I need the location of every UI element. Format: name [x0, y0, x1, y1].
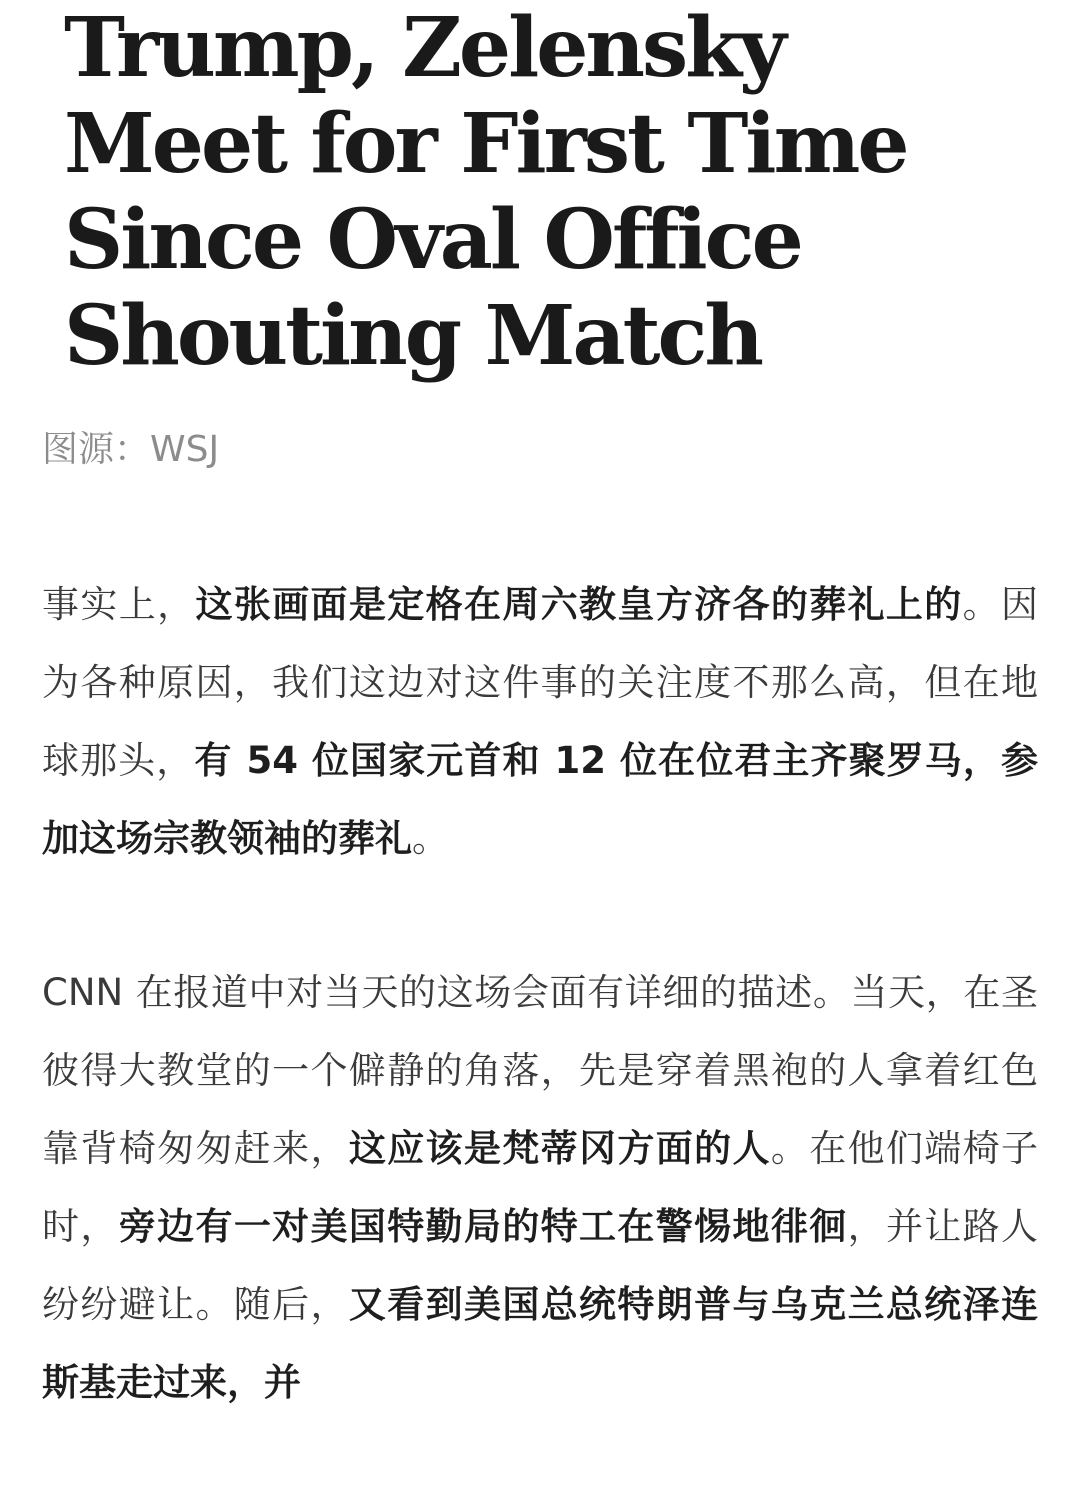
image-source-caption: 图源：WSJ — [42, 429, 220, 470]
bold-segment: 这应该是梵蒂冈方面的人 — [348, 1127, 771, 1170]
text-segment: 事实上， — [42, 583, 196, 626]
text-segment: CNN 在报道中对当天的这场会面有详细的描述。当天，在圣彼得大教堂的一个僻静的角落，先是穿着黑袍的人拿着红色靠背椅匆匆赶来， — [42, 971, 1038, 1170]
bold-segment: 旁边有一对美国特勤局的特工在警惕地徘徊 — [118, 1205, 848, 1248]
text-segment: 。因为各种原因，我们这边对这件事的关注度不那么高，但在地球那头， — [42, 583, 1039, 782]
headline-title: Trump, Zelensky Meet for First Time Since Oval Office Shouting Match — [64, 0, 907, 384]
bold-segment: 这张画面是定格在周六教皇方济各的葬礼上的 — [195, 583, 963, 626]
text-segment: ，并让路人纷纷避让。随后， — [42, 1205, 1039, 1326]
paragraph-1 — [42, 566, 1038, 878]
bold-segment: 又看到美国总统特朗普与乌克兰总统泽连斯基走过来，并 — [42, 1283, 1039, 1404]
article-body — [42, 566, 1038, 1498]
text-segment: 。 — [412, 817, 449, 860]
text-segment: 。在他们端椅子时， — [42, 1127, 1039, 1248]
paragraph-2 — [42, 954, 1038, 1422]
headline-image — [0, 0, 1080, 400]
bold-segment: 有 54 位国家元首和 12 位在位君主齐聚罗马，参加这场宗教领袖的葬礼 — [42, 739, 1038, 860]
